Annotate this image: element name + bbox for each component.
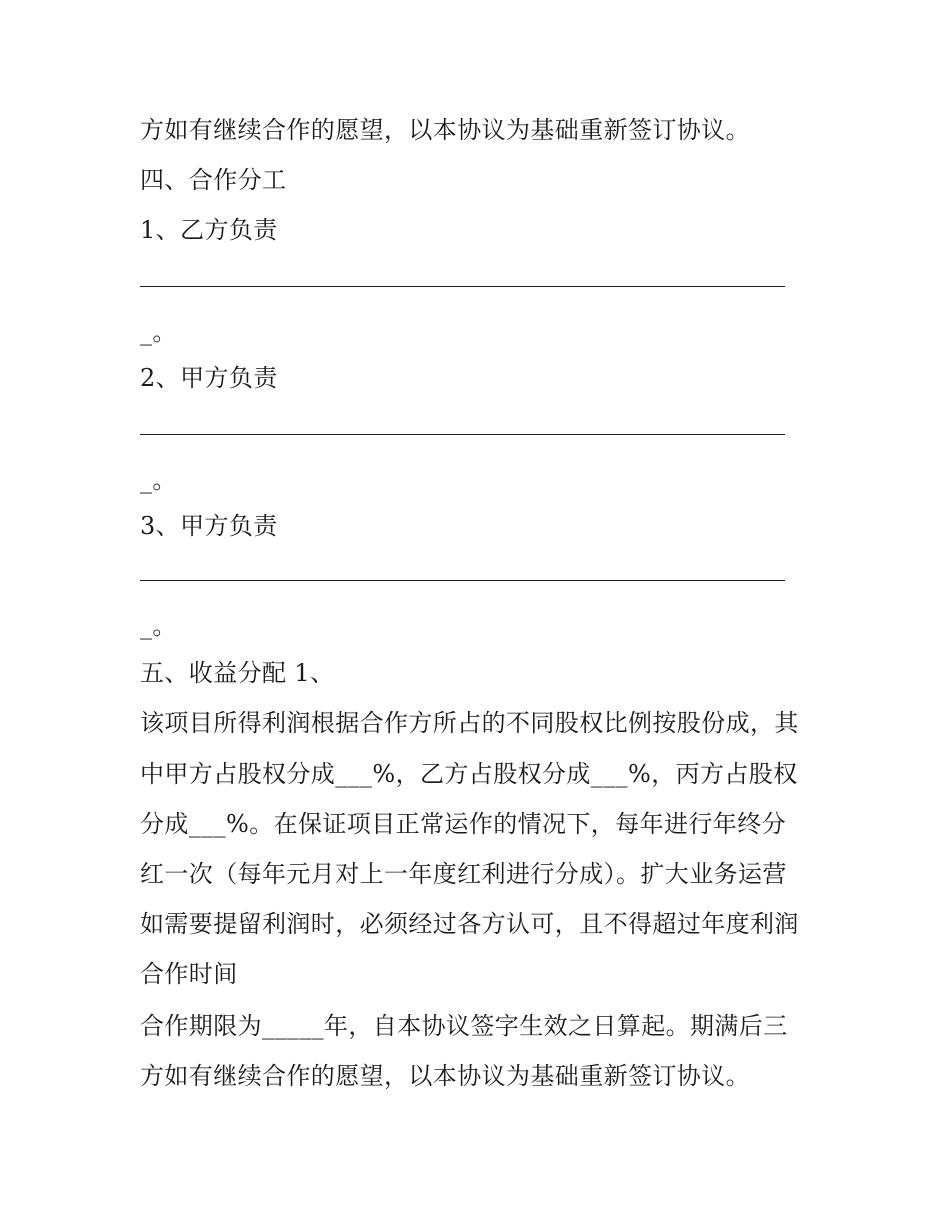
- blank-line-end: _。: [140, 612, 177, 640]
- blank-fill-line: [140, 286, 785, 287]
- blank-fill-line: [140, 434, 785, 435]
- blank-fill-line: [140, 580, 785, 581]
- section-heading-cooperation-term: 合作时间: [140, 960, 238, 988]
- item-party-b-responsibility: 1、乙方负责: [140, 216, 278, 244]
- section-heading-profit-distribution: 五、收益分配 1、: [140, 659, 335, 687]
- paragraph-profit-line-5: 如需要提留利润时，必须经过各方认可，且不得超过年度利润: [140, 910, 799, 938]
- paragraph-closing-clause: 方如有继续合作的愿望，以本协议为基础重新签订协议。: [140, 116, 750, 144]
- blank-line-end: _。: [140, 318, 177, 346]
- paragraph-profit-line-1: 该项目所得利润根据合作方所占的不同股权比例按股份成，其: [140, 709, 799, 737]
- paragraph-profit-line-3: 分成___%。在保证项目正常运作的情况下，每年进行年终分: [140, 810, 787, 838]
- paragraph-profit-line-2: 中甲方占股权分成___%，乙方占股权分成___%，丙方占股权: [140, 760, 798, 788]
- blank-line-end: _。: [140, 466, 177, 494]
- item-party-a-responsibility: 2、甲方负责: [140, 364, 278, 392]
- item-party-a-responsibility-2: 3、甲方负责: [140, 512, 278, 540]
- paragraph-term-line-2: 方如有继续合作的愿望，以本协议为基础重新签订协议。: [140, 1062, 750, 1090]
- paragraph-term-line-1: 合作期限为_____年，自本协议签字生效之日算起。期满后三: [140, 1012, 788, 1040]
- section-heading-division-of-labor: 四、合作分工: [140, 166, 287, 194]
- paragraph-profit-line-4: 红一次（每年元月对上一年度红利进行分成）。扩大业务运营: [140, 860, 787, 888]
